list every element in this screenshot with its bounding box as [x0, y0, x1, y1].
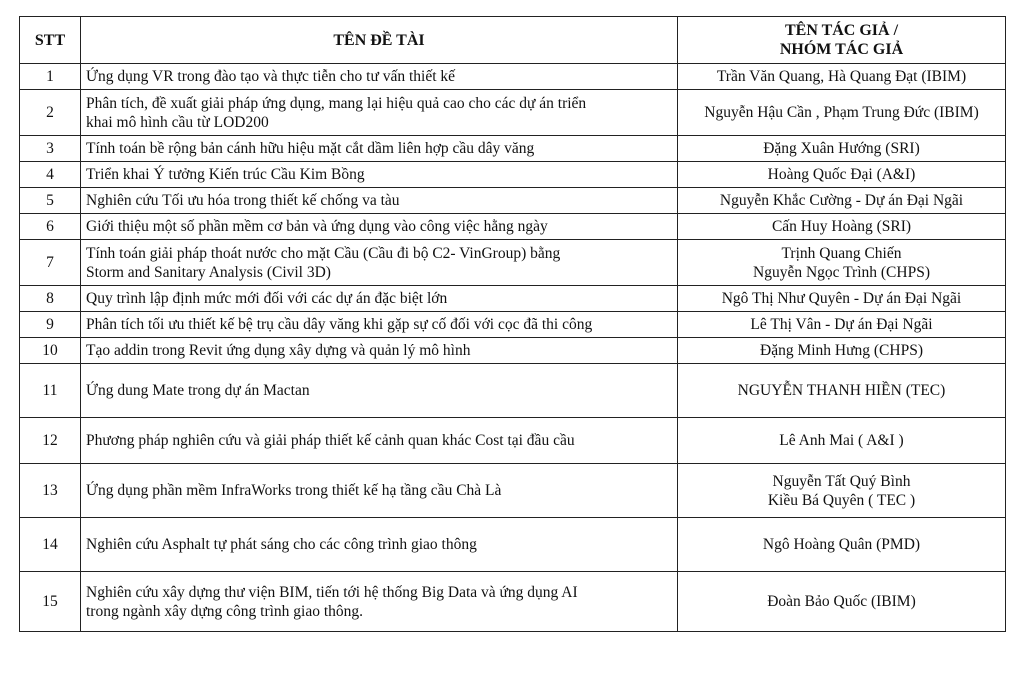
row-title-line: Ứng dụng phần mềm InfraWorks trong thiết kế hạ tầng cầu Chà Là	[86, 482, 502, 499]
row-stt: 5	[20, 188, 81, 214]
table-row	[20, 312, 1006, 338]
row-author	[678, 136, 1006, 162]
row-stt: 1	[20, 64, 81, 90]
row-author-line: Lê Anh Mai ( A&I )	[779, 432, 904, 449]
row-title-line: Nghiên cứu Tối ưu hóa trong thiết kế chống va tàu	[86, 192, 400, 209]
row-author	[678, 312, 1006, 338]
row-title	[81, 64, 678, 90]
row-title	[81, 338, 678, 364]
row-title	[81, 518, 678, 572]
row-stt: 14	[20, 518, 81, 572]
table-row	[20, 338, 1006, 364]
row-stt: 8	[20, 286, 81, 312]
row-title-line: trong ngành xây dựng công trình giao thông.	[86, 602, 364, 620]
row-title-line: Phương pháp nghiên cứu và giải pháp thiết kế cảnh quan khác Cost tại đầu cầu	[86, 432, 575, 449]
row-stt: 2	[20, 90, 81, 136]
row-stt: 13	[20, 464, 81, 518]
row-author-line: NGUYỄN THANH HIỀN (TEC)	[737, 382, 946, 399]
row-title	[81, 240, 678, 286]
row-stt: 4	[20, 162, 81, 188]
topics-table-container	[19, 16, 1005, 632]
row-title	[81, 312, 678, 338]
table-row	[20, 418, 1006, 464]
row-title	[81, 136, 678, 162]
row-author	[678, 464, 1006, 518]
table-row	[20, 572, 1006, 632]
table-row	[20, 162, 1006, 188]
header-stt: STT	[20, 17, 81, 64]
row-title	[81, 214, 678, 240]
row-author	[678, 338, 1006, 364]
row-author-line: Cấn Huy Hoàng (SRI)	[771, 218, 912, 235]
row-title-line: Nghiên cứu Asphalt tự phát sáng cho các công trình giao thông	[86, 536, 477, 553]
row-author	[678, 214, 1006, 240]
table-row	[20, 464, 1006, 518]
row-title-line: Phân tích, đề xuất giải pháp ứng dụng, mang lại hiệu quả cao cho các dự án triển	[86, 94, 587, 112]
row-author-line: Lê Thị Vân - Dự án Đại Ngãi	[750, 316, 933, 333]
row-title-line: Tính toán giải pháp thoát nước cho mặt Cầu (Cầu đi bộ C2- VinGroup) bằng	[86, 244, 561, 262]
row-stt: 15	[20, 572, 81, 632]
row-author-line: Đặng Xuân Hướng (SRI)	[763, 140, 920, 157]
topics-table	[19, 16, 1006, 632]
row-title	[81, 90, 678, 136]
header-author-line1: TÊN TÁC GIẢ /	[784, 22, 899, 39]
row-author	[678, 518, 1006, 572]
header-row	[20, 17, 1006, 64]
row-author-line: Ngô Thị Như Quyên - Dự án Đại Ngãi	[721, 290, 962, 307]
header-title: TÊN ĐỀ TÀI	[81, 17, 678, 64]
row-title	[81, 572, 678, 632]
row-author	[678, 418, 1006, 464]
row-author-line: Nguyễn Ngọc Trình (CHPS)	[753, 263, 930, 281]
row-title	[81, 464, 678, 518]
table-row	[20, 64, 1006, 90]
row-title-line: Quy trình lập định mức mới đối với các dự án đặc biệt lớn	[86, 290, 448, 307]
row-author	[678, 240, 1006, 286]
table-row	[20, 518, 1006, 572]
table-row	[20, 214, 1006, 240]
row-author-line: Nguyễn Hậu Cần , Phạm Trung Đức (IBIM)	[704, 104, 979, 121]
row-title-line: Triển khai Ý tưởng Kiến trúc Cầu Kim Bồng	[86, 166, 365, 183]
row-title-line: Storm and Sanitary Analysis (Civil 3D)	[86, 263, 331, 281]
row-author-line: Hoàng Quốc Đại (A&I)	[767, 166, 916, 183]
header-author	[678, 17, 1006, 64]
row-stt: 7	[20, 240, 81, 286]
row-author-line: Nguyễn Tất Quý Bình	[772, 472, 911, 490]
row-author-line: Ngô Hoàng Quân (PMD)	[762, 536, 921, 553]
row-author	[678, 90, 1006, 136]
table-row	[20, 240, 1006, 286]
row-title	[81, 418, 678, 464]
table-row	[20, 90, 1006, 136]
row-author-line: Trần Văn Quang, Hà Quang Đạt (IBIM)	[716, 68, 967, 85]
row-stt: 10	[20, 338, 81, 364]
table-row	[20, 188, 1006, 214]
row-author	[678, 364, 1006, 418]
row-title	[81, 286, 678, 312]
row-author-line: Đặng Minh Hưng (CHPS)	[760, 342, 923, 359]
row-author-line: Trịnh Quang Chiến	[781, 244, 902, 262]
row-author-line: Kiều Bá Quyên ( TEC )	[767, 491, 916, 509]
row-title-line: Ứng dung Mate trong dự án Mactan	[86, 382, 310, 399]
row-title-line: khai mô hình cầu từ LOD200	[86, 113, 269, 131]
row-author	[678, 286, 1006, 312]
row-author	[678, 572, 1006, 632]
row-stt: 11	[20, 364, 81, 418]
table-row	[20, 364, 1006, 418]
row-title-line: Phân tích tối ưu thiết kế bệ trụ cầu dây văng khi gặp sự cố đối với cọc đã thi công	[86, 316, 593, 333]
table-row	[20, 136, 1006, 162]
row-title	[81, 162, 678, 188]
row-title-line: Tính toán bề rộng bản cánh hữu hiệu mặt cắt dầm liên hợp cầu dây văng	[86, 140, 535, 157]
row-author	[678, 162, 1006, 188]
row-stt: 6	[20, 214, 81, 240]
row-title-line: Giới thiệu một số phần mềm cơ bản và ứng dụng vào công việc hằng ngày	[86, 218, 548, 235]
row-author	[678, 188, 1006, 214]
header-author-line2: NHÓM TÁC GIẢ	[779, 41, 904, 58]
row-author	[678, 64, 1006, 90]
row-title-line: Ứng dụng VR trong đào tạo và thực tiễn cho tư vấn thiết kế	[86, 68, 456, 85]
table-body	[20, 64, 1006, 632]
row-stt: 12	[20, 418, 81, 464]
row-title-line: Tạo addin trong Revit ứng dụng xây dựng và quản lý mô hình	[86, 342, 471, 359]
row-stt: 3	[20, 136, 81, 162]
row-title	[81, 188, 678, 214]
table-row	[20, 286, 1006, 312]
row-author-line: Đoàn Bảo Quốc (IBIM)	[767, 593, 916, 610]
row-title	[81, 364, 678, 418]
row-author-line: Nguyễn Khắc Cường - Dự án Đại Ngãi	[719, 192, 964, 209]
row-stt: 9	[20, 312, 81, 338]
row-title-line: Nghiên cứu xây dựng thư viện BIM, tiến tới hệ thống Big Data và ứng dụng AI	[86, 583, 578, 601]
